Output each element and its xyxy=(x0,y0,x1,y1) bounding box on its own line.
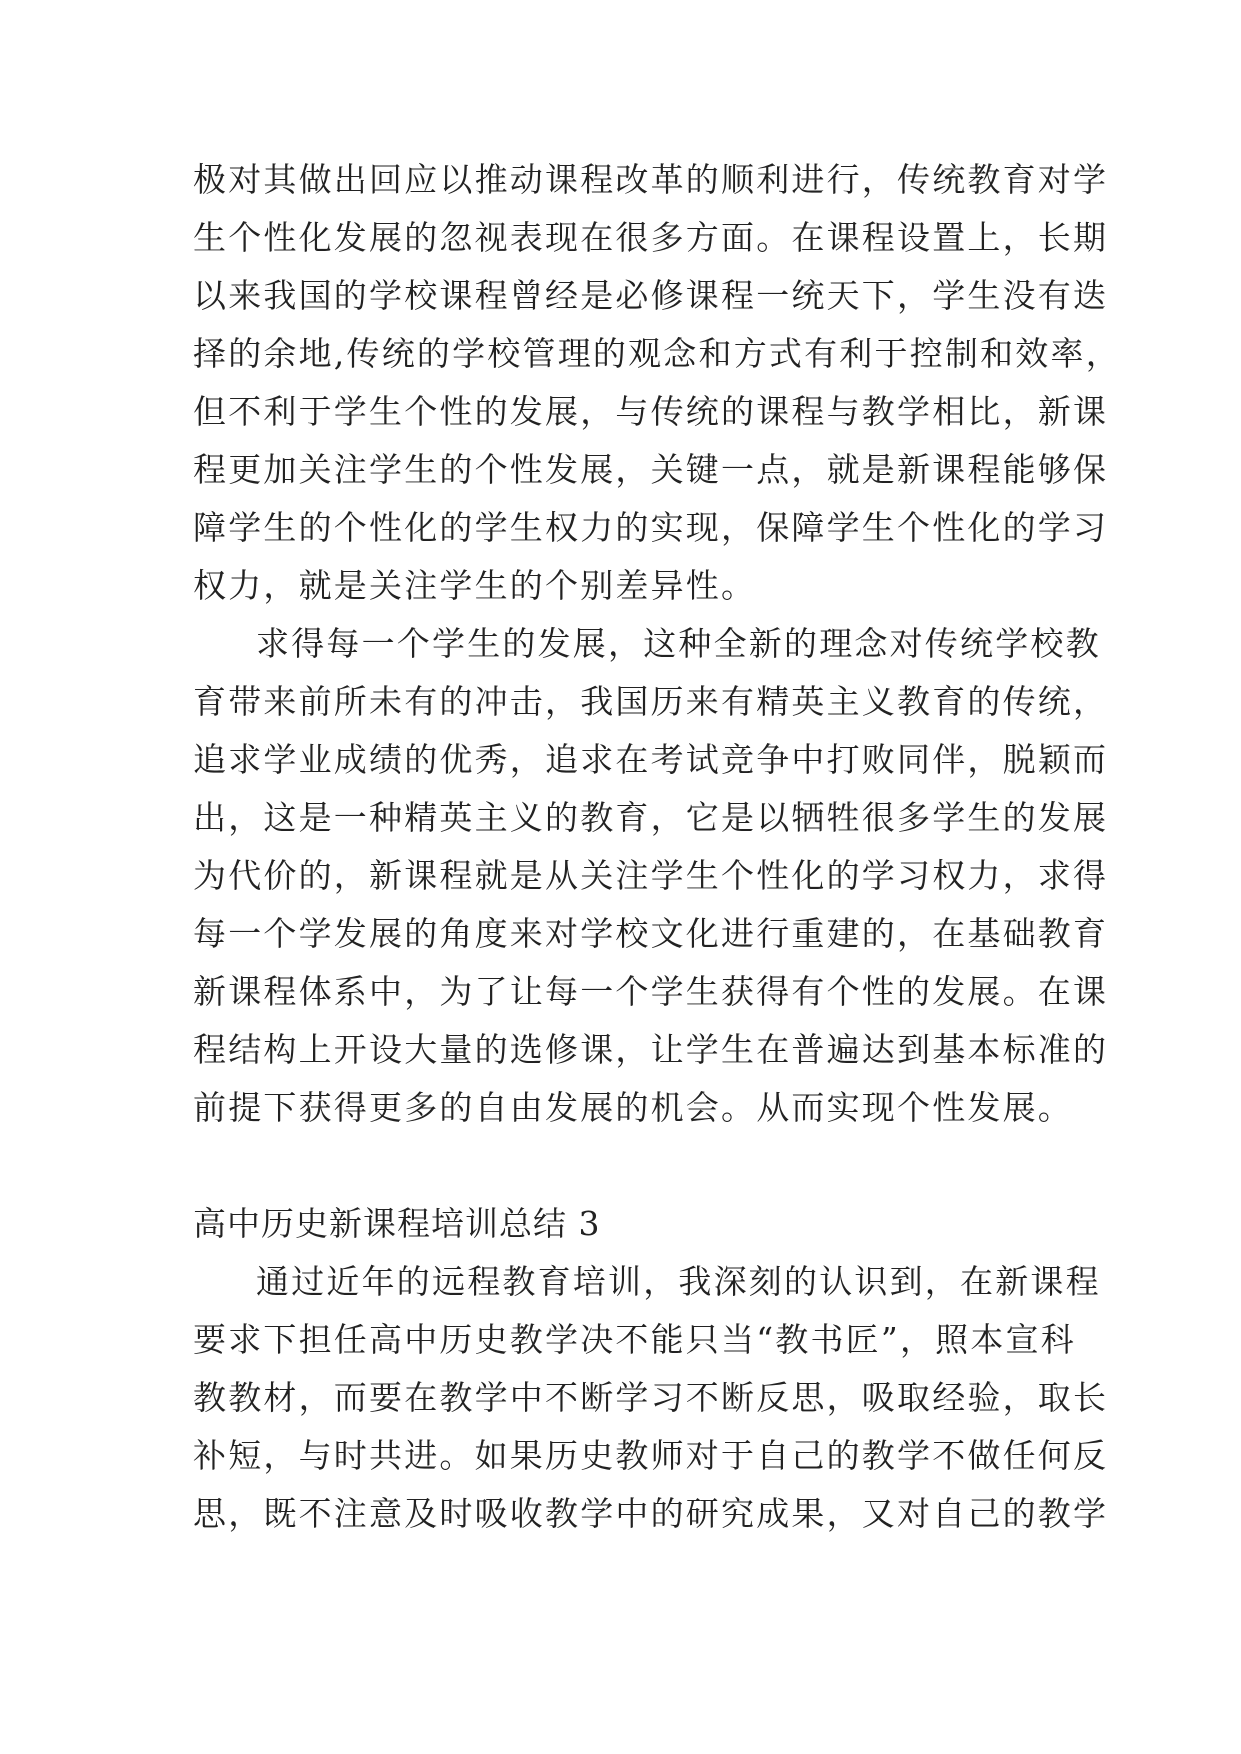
paragraph-line: 极对其做出回应以推动课程改革的顺利进行，传统教育对学 xyxy=(193,160,1109,199)
paragraph-line: 教教材，而要在教学中不断学习不断反思，吸取经验，取长 xyxy=(193,1378,1109,1417)
paragraph-line: 每一个学发展的角度来对学校文化进行重建的，在基础教育 xyxy=(193,914,1109,953)
paragraph-line: 新课程体系中，为了让每一个学生获得有个性的发展。在课 xyxy=(193,972,1109,1011)
paragraph-line: 前提下获得更多的自由发展的机会。从而实现个性发展。 xyxy=(193,1088,1073,1127)
paragraph-line: 通过近年的远程教育培训，我深刻的认识到，在新课程 xyxy=(256,1262,1101,1301)
paragraph-line: 择的余地,传统的学校管理的观念和方式有利于控制和效率， xyxy=(193,334,1121,373)
section-heading: 高中历史新课程培训总结 3 xyxy=(193,1204,601,1243)
paragraph-line: 育带来前所未有的冲击，我国历来有精英主义教育的传统， xyxy=(193,682,1109,721)
paragraph-line: 出，这是一种精英主义的教育，它是以牺牲很多学生的发展 xyxy=(193,798,1109,837)
paragraph-line: 为代价的，新课程就是从关注学生个性化的学习权力，求得 xyxy=(193,856,1109,895)
paragraph-line: 思，既不注意及时吸收教学中的研究成果，又对自己的教学 xyxy=(193,1494,1109,1533)
paragraph-line: 但不利于学生个性的发展，与传统的课程与教学相比，新课 xyxy=(193,392,1109,431)
paragraph-line: 障学生的个性化的学生权力的实现，保障学生个性化的学习 xyxy=(193,508,1109,547)
paragraph-line: 程结构上开设大量的选修课，让学生在普遍达到基本标准的 xyxy=(193,1030,1109,1069)
paragraph-line: 以来我国的学校课程曾经是必修课程一统天下，学生没有迭 xyxy=(193,276,1109,315)
paragraph-line: 求得每一个学生的发展，这种全新的理念对传统学校教 xyxy=(256,624,1101,663)
paragraph-line: 权力，就是关注学生的个别差异性。 xyxy=(193,566,757,605)
paragraph-line: 程更加关注学生的个性发展，关键一点，就是新课程能够保 xyxy=(193,450,1109,489)
paragraph-line: 补短，与时共进。如果历史教师对于自己的教学不做任何反 xyxy=(193,1436,1109,1475)
paragraph-line: 生个性化发展的忽视表现在很多方面。在课程设置上，长期 xyxy=(193,218,1109,257)
paragraph-line: 要求下担任高中历史教学决不能只当“教书匠”，照本宣科 xyxy=(193,1320,1076,1359)
paragraph-line: 追求学业成绩的优秀，追求在考试竞争中打败同伴，脱颖而 xyxy=(193,740,1109,779)
